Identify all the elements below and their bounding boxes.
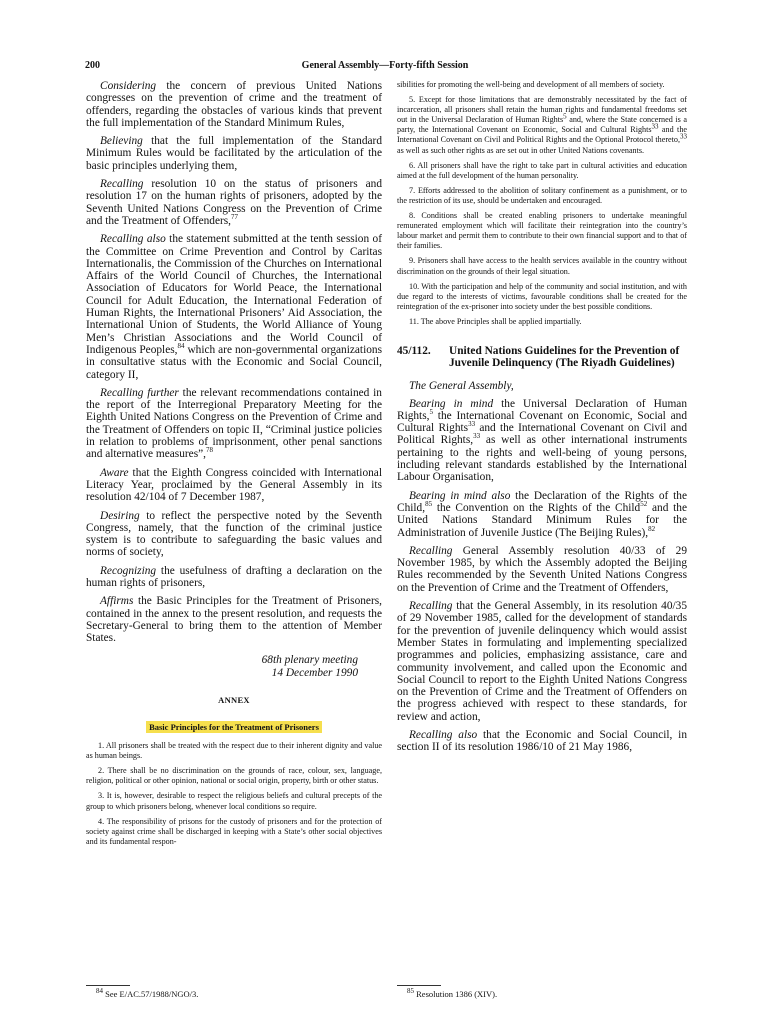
annex-title-highlighted: Basic Principles for the Treatment of Prisoners	[146, 721, 322, 733]
operative-affirms: Affirms the Basic Principles for the Treatment of Prisoners, contained in the annex to the present resolution, and requests the Secretary-General to bring them to the attention of Member States.	[86, 595, 382, 645]
general-assembly-line: The General Assembly,	[409, 379, 514, 392]
resolution-heading	[397, 345, 687, 370]
left-column	[86, 80, 382, 852]
preamble-considering: Considering the concern of previous United Nations congresses on the prevention of crime and the treatment of offenders, regarding the obstacles of various kinds that prevent the full implementation of the Standard Minimum Rules,	[86, 80, 382, 129]
principle-1: 1. All prisoners shall be treated with the respect due to their inherent dignity and value as human beings.	[86, 741, 382, 761]
page-header	[85, 60, 685, 76]
preamble-recalling-also-ecosoc: Recalling also that the Economic and Social Council, in section II of its resolution 1986/10 of 21 May 1986,	[397, 728, 687, 754]
preamble-recalling-also: Recalling also the statement submitted at the tenth session of the Committee on Crime Prevention and Control by Caritas Internationalis, the Commission of the Churches on International Affairs of the World Council of Churches, the International Association of Educators for World Peace, the International Council for Adult Education, the International Federation of Human Rights, the International Prisoners’ Aid Association, the International Union of Students, the World Alliance of Young Men’s Christian Associations and the World Council of Indigenous Peoples,$^{84}$ which are non-governmental organizations in consultative status with the Economic and Social Council, category II,	[86, 233, 382, 381]
plenary-meeting: 68th plenary meeting	[261, 654, 358, 667]
preamble-recalling: Recalling resolution 10 on the status of prisoners and resolution 17 on the human rights of prisoners, adopted by the Seventh United Nations Congress on the Prevention of Crime and the Treatment of Offenders,$^{77}$	[86, 178, 382, 227]
preamble-recalling-further: Recalling further the relevant recommendations contained in the report of the Interregional Preparatory Meeting for the Eighth United Nations Congress on the Prevention of Crime and the Treatment of Offenders on topic II, “Criminal justice policies in relation to problems of imprisonment, other penal sanctions and alternative measures”,$^{78}$	[86, 386, 382, 461]
footnote-85: $^{85}$ Resolution 1386 (XIV).	[397, 985, 557, 999]
preamble-believing: Believing that the full implementation of the Standard Minimum Rules would be facilitated by the articulation of the basic principles underlying them,	[86, 135, 382, 172]
footnote-84: $^{84}$ See E/AC.57/1988/NGO/3.	[86, 985, 246, 999]
principle-3: 3. It is, however, desirable to respect the religious beliefs and cultural precepts of the group to which prisoners belong, whenever local conditions so require.	[86, 791, 382, 811]
running-head: General Assembly—Forty-fifth Session	[301, 60, 469, 71]
resolution-number: 45/112.	[397, 344, 431, 357]
footnote-rule	[397, 985, 441, 986]
page-number: 200	[85, 60, 100, 71]
principle-4: 4. The responsibility of prisons for the custody of prisoners and for the protection of society against crime shall be discharged in keeping with a State’s other social objectives and its fundamental respon-	[86, 816, 382, 846]
principle-4-continued: sibilities for promoting the well-being and development of all members of society.	[397, 80, 665, 89]
principle-2: 2. There shall be no discrimination on the grounds of race, colour, sex, language, religion, political or other opinion, national or social origin, property, birth or other status.	[86, 766, 382, 786]
principle-9: 9. Prisoners shall have access to the health services available in the country without discrimination on the grounds of their legal situation.	[397, 256, 687, 276]
principle-8: 8. Conditions shall be created enabling prisoners to undertake meaningful remunerated employment which will facilitate their reintegration into the country’s labour market and permit them to contribute to their own financial support and to that of their families.	[397, 211, 687, 251]
preamble-recalling-40-35: Recalling that the General Assembly, in its resolution 40/35 of 29 November 1985, called for the development of standards for the prevention of juvenile delinquency which would assist Member States in formulating and implementing specialized programmes and policies, emphasizing assistance, care and community involvement, and called upon the Economic and Social Council to report to the Eighth United Nations Congress on the Prevention of Crime and the Treatment of Offenders on the progress achieved with respect to these standards, for review and action,	[397, 600, 687, 723]
preamble-bearing-in-mind: Bearing in mind the Universal Declaration of Human Rights,$^5$ the International Covenant on Economic, Social and Cultural Rights$^{33}$ and the International Covenant on Civil and Political Rights,$^{33}$ as well as other international instruments pertaining to the rights and well-being of young persons, including relevant standards established by the International Labour Organisation,	[397, 397, 687, 484]
principle-5: 5. Except for those limitations that are demonstrably necessitated by the fact of incarceration, all prisoners shall retain the human rights and fundamental freedoms set out in the Universal Declaration of Human Rights$^5$ and, where the State concerned is a party, the International Covenant on Economic, Social and Cultural Rights$^{33}$ and the International Covenant on Civil and Political Rights and the Optional Protocol thereto,$^{33}$ as well as such other rights as are set out in other United Nations covenants.	[397, 95, 687, 155]
resolution-title: United Nations Guidelines for the Prevention of Juvenile Delinquency (The Riyadh Guidelines)	[449, 344, 680, 370]
annex-heading: ANNEX	[218, 695, 250, 706]
principle-10: 10. With the participation and help of the community and social institution, and with due regard to the interests of victims, favourable conditions shall be created for the reintegration of the ex-prisoner into society under the best possible conditions.	[397, 281, 687, 311]
preamble-bearing-in-mind-also: Bearing in mind also the Declaration of the Rights of the Child,$^{85}$ the Convention on the Rights of the Child$^{52}$ and the United Nations Standard Minimum Rules for the Administration of Juvenile Justice (The Beijing Rules),$^{82}$	[397, 489, 687, 539]
principle-7: 7. Efforts addressed to the abolition of solitary confinement as a punishment, or to the restriction of its use, should be undertaken and encouraged.	[397, 185, 687, 205]
preamble-aware: Aware that the Eighth Congress coincided with International Literacy Year, proclaimed by the General Assembly in its resolution 42/104 of 7 December 1987,	[86, 466, 382, 504]
signature-block	[86, 654, 358, 679]
principle-6: 6. All prisoners shall have the right to take part in cultural activities and education aimed at the full development of the human personality.	[397, 160, 687, 180]
footnote-rule	[86, 985, 130, 986]
right-column	[397, 80, 687, 760]
meeting-date: 14 December 1990	[271, 666, 358, 679]
preamble-recalling-40-33: Recalling General Assembly resolution 40/33 of 29 November 1985, by which the Assembly adopted the Beijing Rules recommended by the Seventh United Nations Congress on the Prevention of Crime and the Treatment of Offenders,	[397, 544, 687, 594]
preamble-desiring: Desiring to reflect the perspective noted by the Seventh Congress, namely, that the function of the criminal justice system is to contribute to safeguarding the basic values and norms of society,	[86, 509, 382, 559]
preamble-recognizing: Recognizing the usefulness of drafting a declaration on the human rights of prisoners,	[86, 564, 382, 589]
principle-11: 11. The above Principles shall be applied impartially.	[409, 316, 582, 326]
